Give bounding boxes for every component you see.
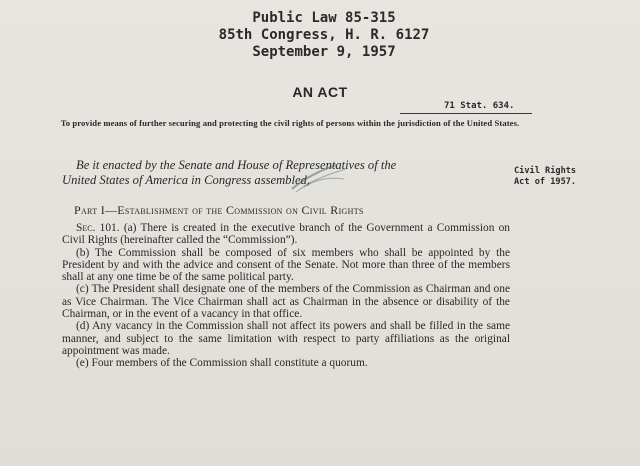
section-text-a: (a) There is created in the executive branch of the Government a Commission on Civil Rights (hereinafter called the “Commission”). — [62, 222, 511, 247]
section-paragraph-d: (d) Any vacancy in the Commission shall not affect its powers and shall be filled in the same manner, and subject to the same limitation with respect to party affiliations as the original appointment was made. — [62, 320, 510, 357]
section-paragraph-b: (b) The Commission shall be composed of six members who shall be appointed by the President by and with the advice and consent of the Senate. Not more than three of the members shall at any one time be of the same political party. — [62, 246, 510, 284]
section-paragraph-c: (c) The President shall designate one of the members of the Commission as Chairman and one as Vice Chairman. The Vice Chairman shall act as Chairman in the absence or disability of the Chairman, or in the event of a vacancy in that office. — [62, 283, 510, 321]
section-paragraph-e: (e) Four members of the Commission shall constitute a quorum. — [76, 357, 368, 370]
enactment-date: September 9, 1957 — [252, 44, 396, 60]
section-body — [62, 222, 510, 370]
act-purpose: To provide means of further securing and protecting the civil rights of persons within the jurisdiction of the United States. — [60, 118, 520, 128]
section-label: Sec. 101. — [76, 222, 120, 234]
margin-note-line-1: Civil Rights — [514, 166, 577, 176]
enacting-clause — [62, 158, 512, 188]
part-heading: Part I—Establishment of the Commission on Civil Rights — [74, 203, 364, 217]
statute-rule-divider — [400, 113, 532, 114]
section-paragraph-a — [62, 222, 510, 247]
margin-note — [514, 166, 576, 188]
enacting-clause-line-2: United States of America in Congress assembled, — [62, 173, 311, 187]
enacting-clause-line-1: Be it enacted by the Senate and House of Representatives of the — [76, 158, 397, 172]
margin-note-line-2: Act of 1957. — [514, 177, 577, 187]
statute-reference: 71 Stat. 634. — [444, 101, 515, 111]
congress-bill-number: 85th Congress, H. R. 6127 — [218, 27, 430, 43]
act-title: AN ACT — [292, 84, 348, 100]
public-law-number: Public Law 85-315 — [252, 10, 396, 26]
